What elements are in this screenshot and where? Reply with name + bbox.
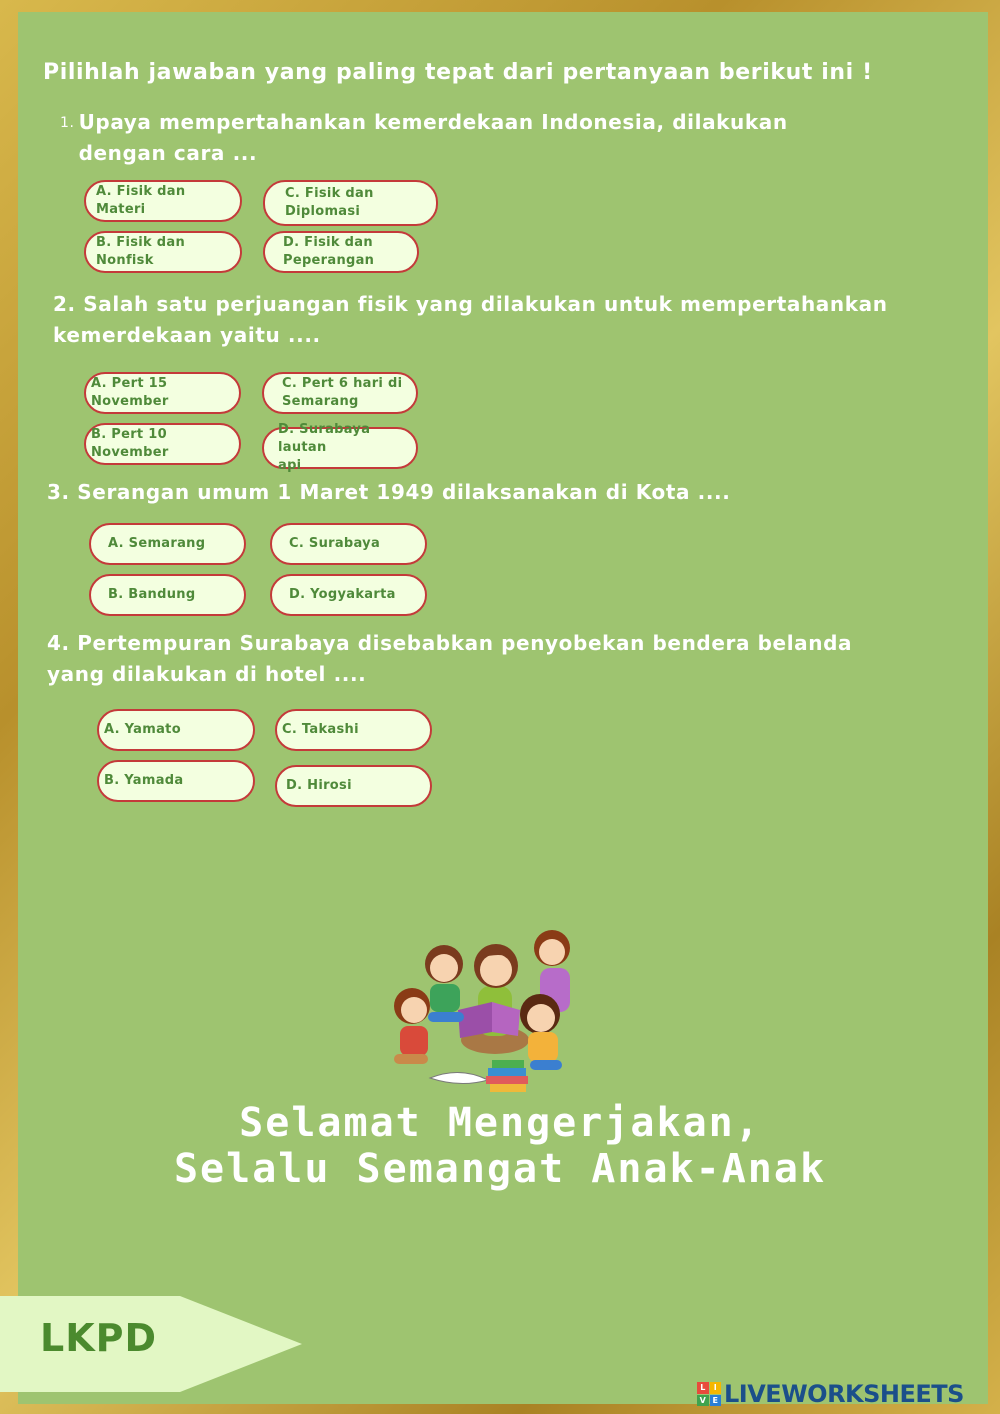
option-3d[interactable]: D. Yogyakarta [270, 574, 427, 616]
option-4d[interactable]: D. Hirosi [275, 765, 432, 807]
question-1 [60, 107, 910, 169]
option-2b[interactable]: B. Pert 10 November [84, 423, 241, 465]
question-2-text: Salah satu perjuangan fisik yang dilakukan untuk mempertahankan kemerdekaan yaitu .... [53, 292, 888, 347]
option-4b[interactable]: B. Yamada [97, 760, 255, 802]
option-1c[interactable]: C. Fisik dan Diplomasi [263, 180, 438, 226]
liveworksheets-text: LIVEWORKSHEETS [724, 1380, 964, 1408]
option-1d[interactable]: D. Fisik dan Peperangan [263, 231, 419, 273]
question-3-number: 3. [47, 480, 70, 504]
option-2c[interactable]: C. Pert 6 hari di Semarang [262, 372, 418, 414]
question-1-number: 1. [60, 115, 75, 131]
option-1b[interactable]: B. Fisik dan Nonfisk [84, 231, 242, 273]
option-3b[interactable]: B. Bandung [89, 574, 246, 616]
children-reading-illustration [380, 928, 610, 1100]
option-2a[interactable]: A. Pert 15 November [84, 372, 241, 414]
question-4 [47, 628, 897, 690]
closing-line-1: Selamat Mengerjakan, [239, 1100, 761, 1146]
question-1-text: Upaya mempertahankan kemerdekaan Indonesia, dilakukan dengan cara ... [78, 110, 788, 165]
liveworksheets-logo-icon: L I V E [697, 1382, 721, 1406]
question-4-text: Pertempuran Surabaya disebabkan penyobekan bendera belanda yang dilakukan di hotel .... [47, 631, 853, 686]
option-1a[interactable]: A. Fisik dan Materi [84, 180, 242, 222]
question-4-number: 4. [47, 631, 70, 655]
question-2-number: 2. [53, 292, 76, 316]
option-3c[interactable]: C. Surabaya [270, 523, 427, 565]
lkpd-banner-text: LKPD [40, 1316, 158, 1360]
closing-line-2: Selalu Semangat Anak-Anak [173, 1146, 827, 1192]
option-2d[interactable]: D. Surabaya lautan api [262, 427, 418, 469]
question-2 [53, 289, 903, 351]
option-4c[interactable]: C. Takashi [275, 709, 432, 751]
question-3-text: Serangan umum 1 Maret 1949 dilaksanakan di Kota .... [77, 480, 731, 504]
liveworksheets-logo [697, 1380, 964, 1408]
instruction-heading: Pilihlah jawaban yang paling tepat dari pertanyaan berikut ini ! [43, 60, 873, 85]
question-3 [47, 477, 897, 508]
option-4a[interactable]: A. Yamato [97, 709, 255, 751]
option-3a[interactable]: A. Semarang [89, 523, 246, 565]
